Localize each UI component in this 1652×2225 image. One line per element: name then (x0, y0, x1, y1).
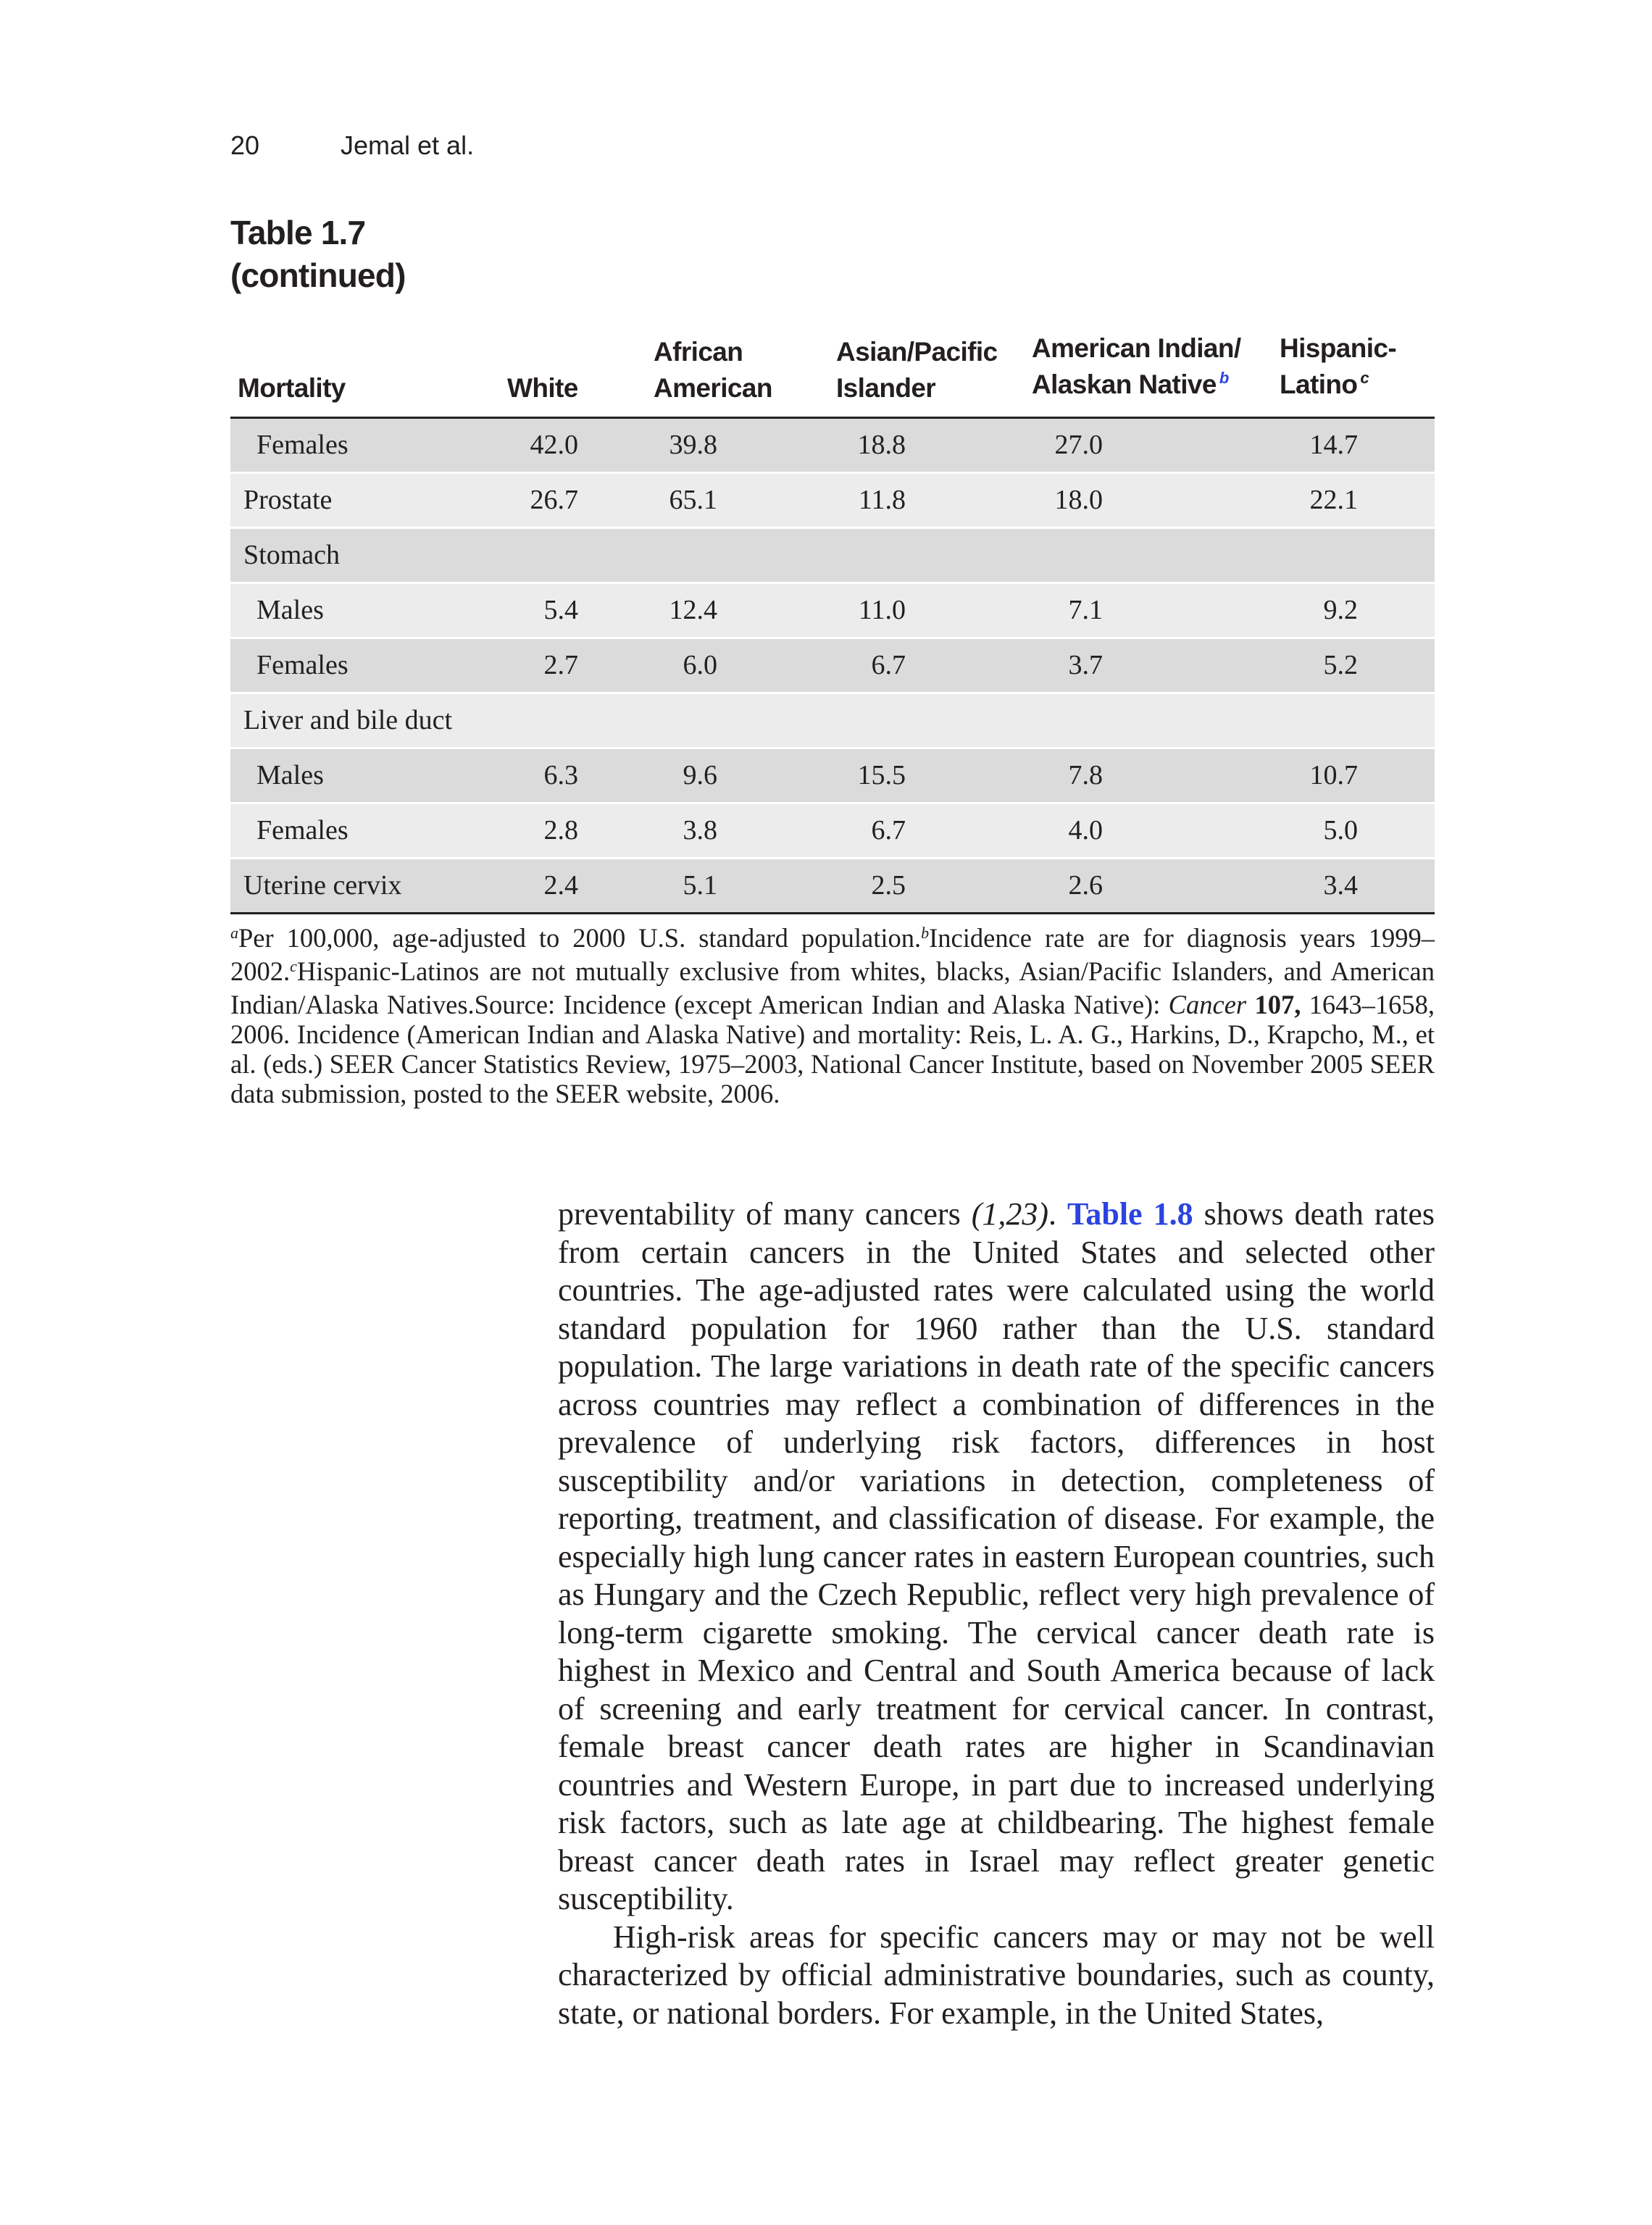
running-head-authors: Jemal et al. (341, 130, 475, 160)
page-number: 20 (230, 130, 260, 160)
cell-hispanic-latino: 5.2 (1323, 650, 1358, 680)
footnote-mark-a: a (230, 924, 238, 942)
cell-white: 2.8 (543, 815, 578, 846)
cell-american-indian: 2.6 (1068, 870, 1103, 901)
table-row (230, 639, 1435, 694)
footnote-c-text: Hispanic-Latinos are not mutually exclusive from whites, blacks, Asian/Pacific Islanders, and American Indian/Alaska Natives.Source: Incidence (except American Indian and Alaska Native): (230, 956, 1435, 1019)
data-table (230, 326, 1435, 914)
column-header-asian-pacific-islander: Asian/Pacific Islander (836, 337, 998, 403)
row-label: Females (256, 815, 349, 846)
table-row (230, 584, 1435, 639)
journal-name: Cancer (1168, 990, 1247, 1019)
row-label: Stomach (243, 540, 340, 570)
row-label: Males (256, 595, 324, 625)
row-label: Prostate (243, 485, 333, 515)
cell-african-american: 65.1 (669, 485, 717, 515)
column-header-mortality: Mortality (238, 373, 346, 403)
cell-american-indian: 27.0 (1054, 430, 1103, 460)
footnote-a-text: Per 100,000, age-adjusted to 2000 U.S. standard population. (238, 923, 922, 953)
cell-hispanic-latino: 3.4 (1323, 870, 1358, 901)
cell-african-american: 6.0 (683, 650, 717, 680)
table-row (230, 419, 1435, 474)
row-label: Females (256, 650, 349, 680)
table-row (230, 804, 1435, 859)
table-row (230, 749, 1435, 804)
cell-white: 26.7 (530, 485, 578, 515)
cell-white: 42.0 (530, 430, 578, 460)
cell-american-indian: 7.1 (1068, 595, 1103, 625)
cell-african-american: 5.1 (683, 870, 717, 901)
citation: (1,23) (971, 1196, 1049, 1232)
row-label: Liver and bile duct (243, 705, 453, 735)
footnote-mark-b: b (1219, 369, 1229, 387)
running-head (230, 130, 474, 161)
cell-african-american: 12.4 (669, 595, 717, 625)
table-row (230, 529, 1435, 584)
journal-volume: 107, (1254, 990, 1301, 1019)
cell-hispanic-latino: 14.7 (1309, 430, 1358, 460)
table-header (230, 326, 1435, 419)
cell-african-american: 9.6 (683, 760, 717, 790)
table-caption (230, 212, 406, 297)
cell-american-indian: 7.8 (1068, 760, 1103, 790)
cell-american-indian: 3.7 (1068, 650, 1103, 680)
row-label: Females (256, 430, 349, 460)
cell-african-american: 3.8 (683, 815, 717, 846)
body-text (558, 1195, 1435, 2032)
cell-hispanic-latino: 10.7 (1309, 760, 1358, 790)
footnote-mark-c: c (1360, 369, 1369, 387)
table-row (230, 859, 1435, 914)
cell-white: 2.7 (543, 650, 578, 680)
row-label: Males (256, 760, 324, 790)
footnote-mark-b: b (921, 924, 930, 942)
table-caption-continued: (continued) (230, 256, 406, 294)
column-header-african-american: African American (654, 337, 772, 403)
table-caption-number: Table 1.7 (230, 214, 366, 251)
column-header-hispanic-latino: Hispanic- Latino $^c$ (1280, 333, 1397, 399)
cell-white: 5.4 (543, 595, 578, 625)
row-label: Uterine cervix (243, 870, 402, 901)
cell-asian-pacific-islander: 2.5 (871, 870, 906, 901)
cell-hispanic-latino: 5.0 (1323, 815, 1358, 846)
cell-white: 2.4 (543, 870, 578, 901)
column-header-american-indian: American Indian/ Alaskan Native $^b$ (1032, 333, 1241, 399)
cell-african-american: 39.8 (669, 430, 717, 460)
table-footnote (230, 923, 1435, 1109)
cell-asian-pacific-islander: 11.8 (858, 485, 906, 515)
cell-asian-pacific-islander: 15.5 (857, 760, 906, 790)
cell-american-indian: 4.0 (1068, 815, 1103, 846)
footnote-b-text: Incidence rate are for diagnosis years 1999–2002. (230, 923, 1435, 986)
table-row (230, 694, 1435, 749)
footnote-source-text: 1643–1658, 2006. Incidence (American Indian and Alaska Native) and mortality: Reis, L. A. G., Harkins, D., Krapcho, M., et al. (eds.) SEER Cancer Statistics Review, 1975–2003, National Cancer Institute, based on November 2005 SEER data submission, posted to the SEER website, 2006. (230, 990, 1435, 1109)
cell-asian-pacific-islander: 18.8 (857, 430, 906, 460)
paragraph: High-risk areas for specific cancers may or may not be well characterized by official administrative boundaries, such as county, state, or national borders. For example, in the United States, (558, 1919, 1435, 2031)
cell-hispanic-latino: 9.2 (1323, 595, 1358, 625)
table-reference-link[interactable]: Table 1.8 (1067, 1196, 1193, 1232)
table-row (230, 474, 1435, 529)
column-header-white: White (507, 373, 578, 403)
cell-hispanic-latino: 22.1 (1309, 485, 1358, 515)
cell-american-indian: 18.0 (1054, 485, 1103, 515)
cell-white: 6.3 (543, 760, 578, 790)
cell-asian-pacific-islander: 6.7 (871, 815, 906, 846)
cell-asian-pacific-islander: 11.0 (858, 595, 906, 625)
cell-asian-pacific-islander: 6.7 (871, 650, 906, 680)
footnote-mark-c: c (290, 957, 297, 975)
paragraph: preventability of many cancers (1,23). Table 1.8 shows death rates from certain cancers in the United States and selected other countries. The age-adjusted rates were calculated using the world standard population for 1960 rather than the U.S. standard population. The large variations in death rate of the specific cancers across countries may reflect a combination of differences in the prevalence of underlying risk factors, differences in host susceptibility and/or variations in detection, completeness of reporting, treatment, and classification of disease. For example, the especially high lung cancer rates in eastern European countries, such as Hungary and the Czech Republic, reflect very high prevalence of long-term cigarette smoking. The cervical cancer death rate is highest in Mexico and Central and South America because of lack of screening and early treatment for cervical cancer. In contrast, female breast cancer death rates are higher in Scandinavian countries and Western Europe, in part due to increased underlying risk factors, such as late age at childbearing. The highest female breast cancer death rates in Israel may reflect greater genetic susceptibility. (558, 1196, 1435, 1916)
